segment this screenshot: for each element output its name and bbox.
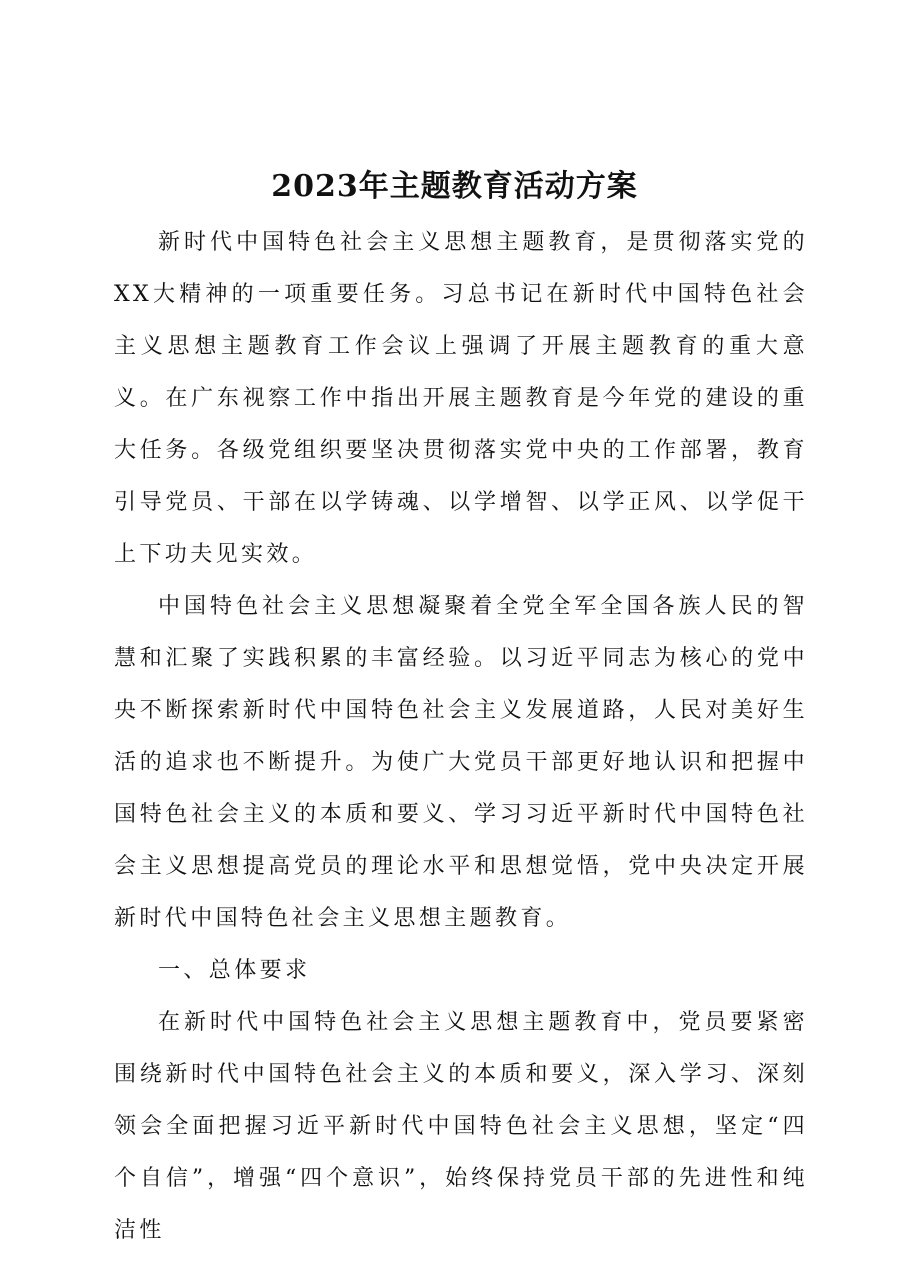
paragraph-intro: 新时代中国特色社会主义思想主题教育，是贯彻落实党的XX大精神的一项重要任务。习总书记在新时代中国特色社会主义思想主题教育工作会议上强调了开展主题教育的重大意义。在广东视察工作中指出开展主题教育是今年党的建设的重大任务。各级党组织要坚决贯彻落实党中央的工作部署，教育引导党员、干部在以学铸魂、以学增智、以学正风、以学促干上下功夫见实效。 (114, 230, 808, 567)
paragraph-background: 中国特色社会主义思想凝聚着全党全军全国各族人民的智慧和汇聚了实践积累的丰富经验。以习近平同志为核心的党中央不断探索新时代中国特色社会主义发展道路，人民对美好生活的追求也不断提升。为使广大党员干部更好地认识和把握中国特色社会主义的本质和要义、学习习近平新时代中国特色社会主义思想提高党员的理论水平和思想觉悟，党中央决定开展新时代中国特色社会主义思想主题教育。 (114, 594, 808, 931)
paragraph-general-requirements: 在新时代中国特色社会主义思想主题教育中，党员要紧密围绕新时代中国特色社会主义的本质和要义，深入学习、深刻领会全面把握习近平新时代中国特色社会主义思想，坚定“四个自信”，增强“四个意识”，始终保持党员干部的先进性和纯洁性 (114, 1010, 808, 1243)
document-body (114, 217, 808, 1257)
document-title: 2023年主题教育活动方案 (271, 169, 638, 204)
section-heading-general-requirements: 一、总体要求 (158, 958, 311, 983)
